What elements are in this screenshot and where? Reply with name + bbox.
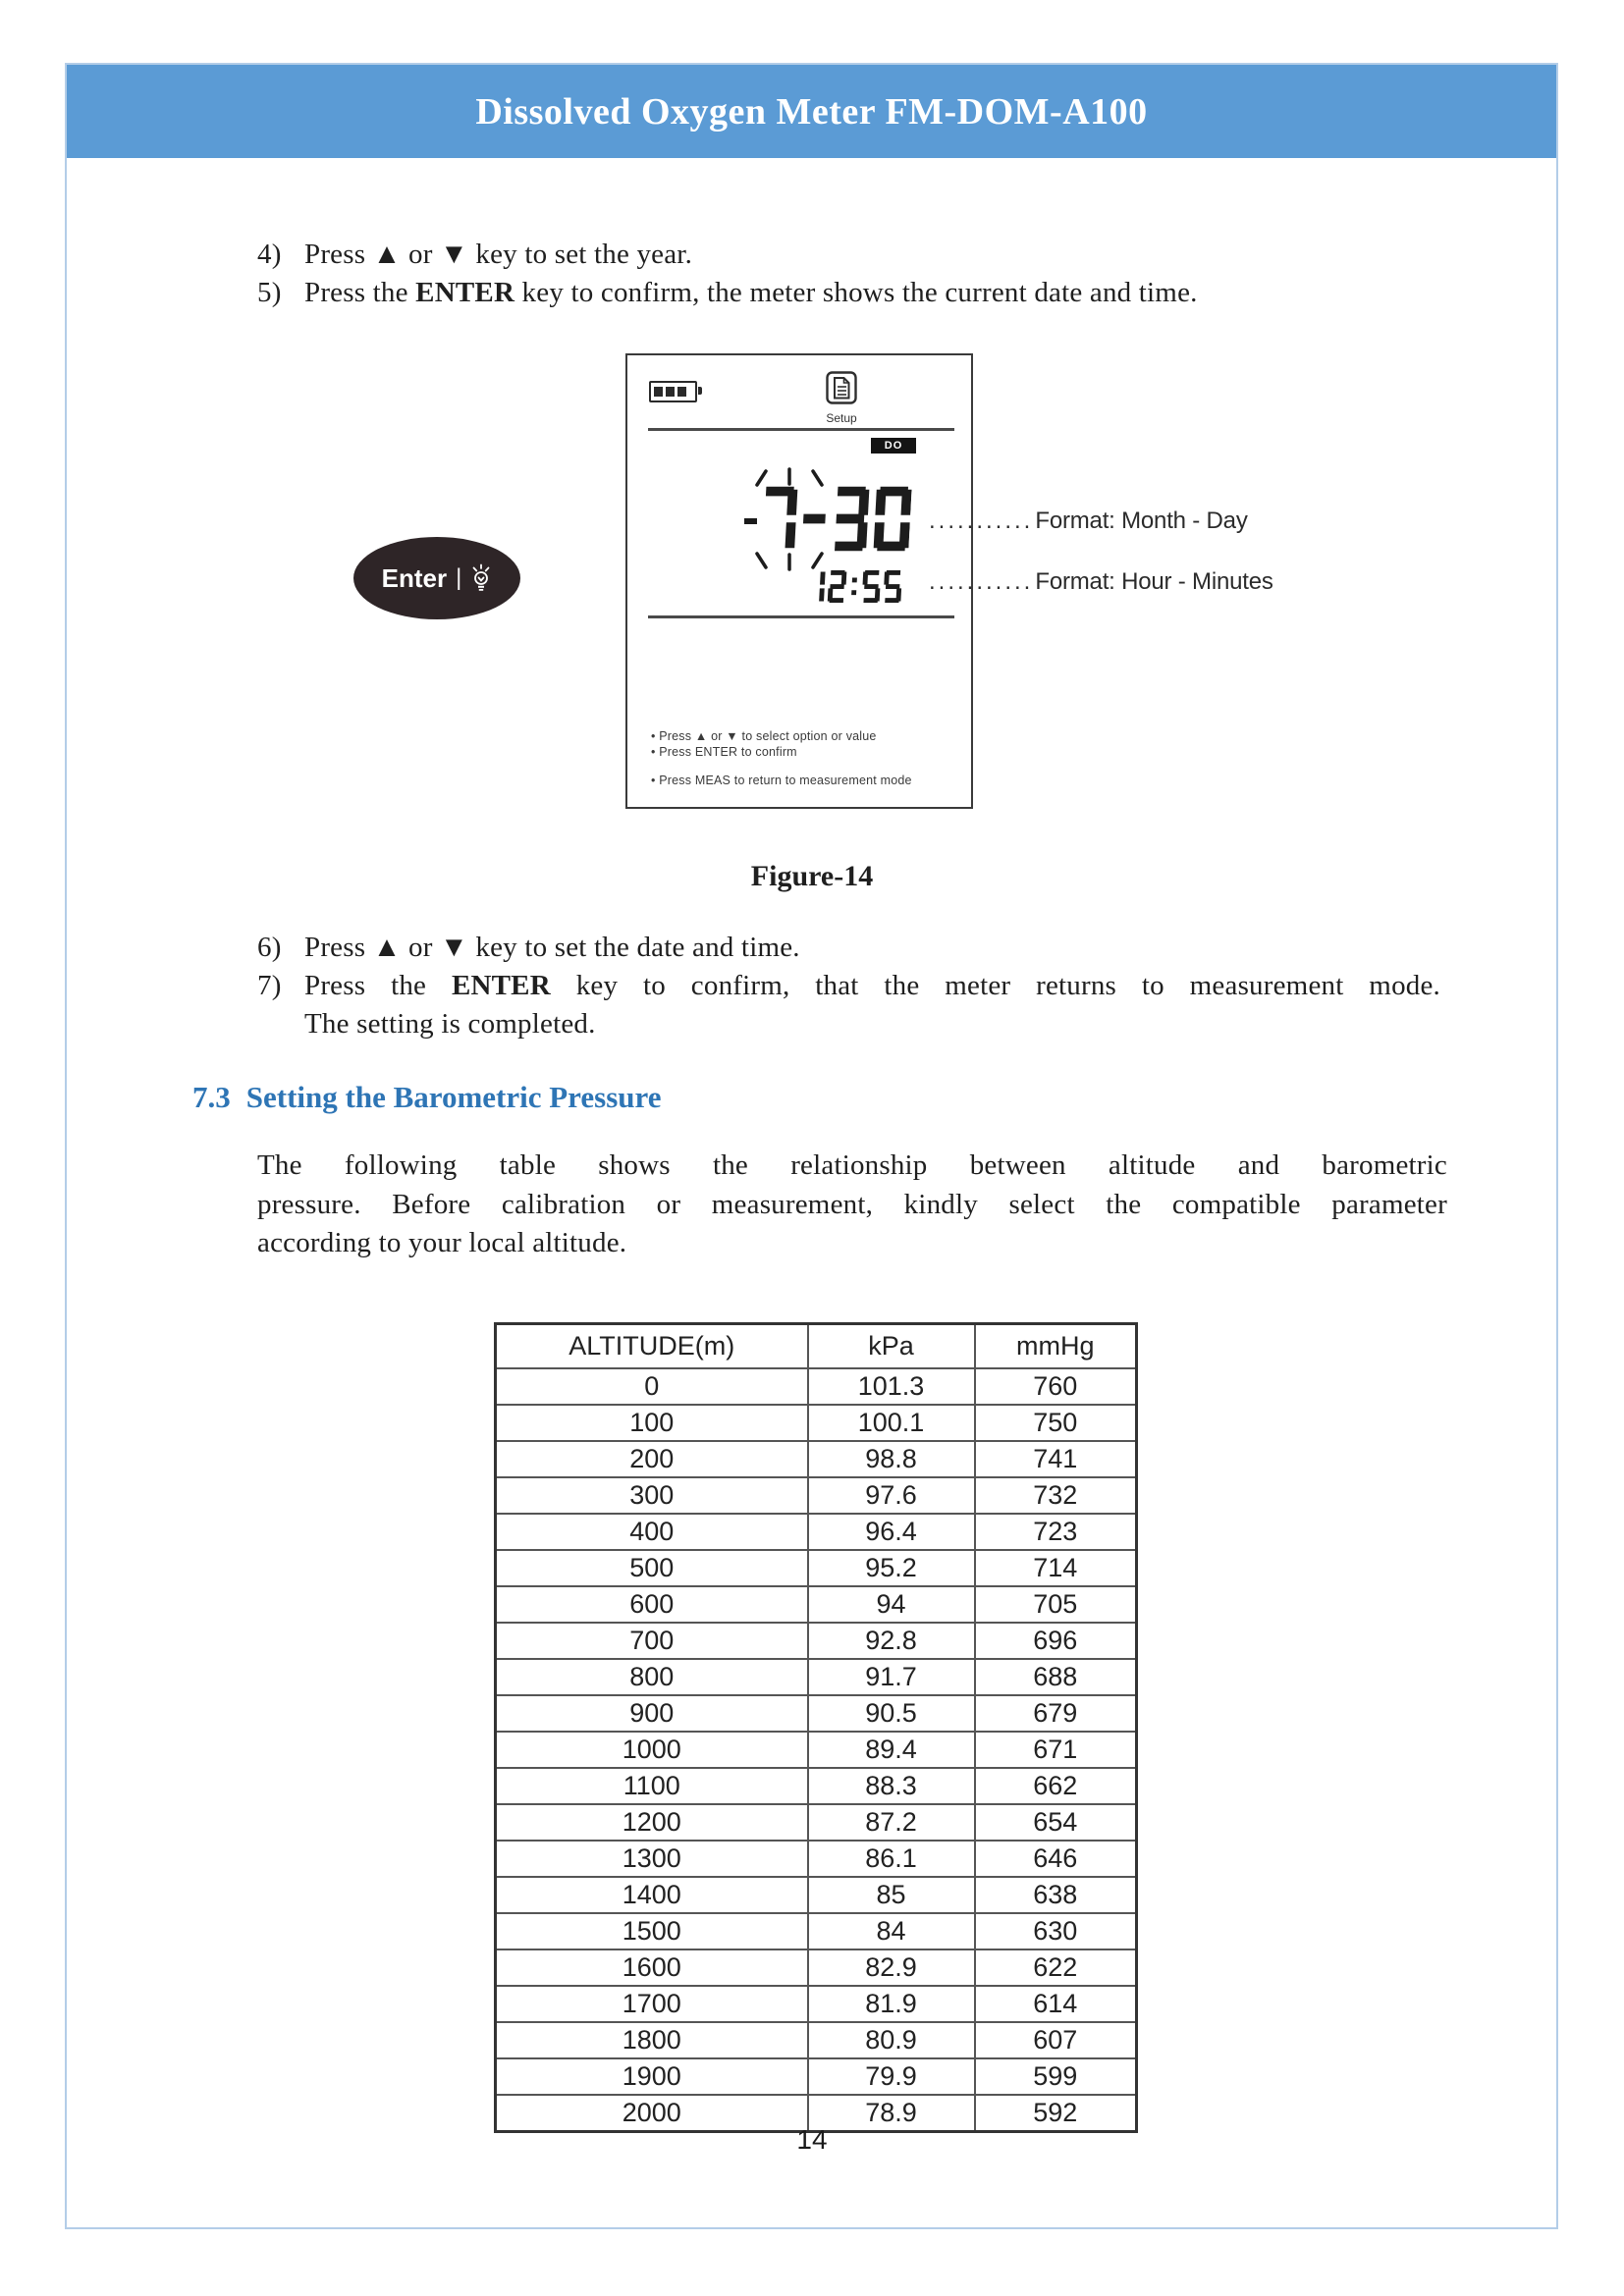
section-number: 7.3: [192, 1080, 231, 1114]
text-line: The setting is completed.: [304, 1008, 596, 1040]
table-cell: 599: [975, 2058, 1137, 2095]
table-cell: 88.3: [808, 1768, 975, 1804]
table-cell: 85: [808, 1877, 975, 1913]
table-cell: 78.9: [808, 2095, 975, 2132]
paragraph-line: according to your local altitude.: [257, 1227, 627, 1258]
table-row: [496, 1623, 1137, 1659]
table-cell: 400: [496, 1514, 808, 1550]
table-cell: 2000: [496, 2095, 808, 2132]
table-cell: 100.1: [808, 1405, 975, 1441]
table-cell: 696: [975, 1623, 1137, 1659]
table-cell: 95.2: [808, 1550, 975, 1586]
altitude-pressure-table: [494, 1322, 1138, 2133]
table-cell: 91.7: [808, 1659, 975, 1695]
battery-cell: [666, 387, 675, 397]
table-row: [496, 2058, 1137, 2095]
list-item-number: 4): [257, 239, 282, 270]
list-item: [257, 236, 1440, 274]
list-item-text: [304, 274, 1440, 312]
time-format-annotation: [929, 568, 1273, 596]
battery-cell: [654, 387, 663, 397]
column-header-altitude: ALTITUDE(m): [496, 1324, 808, 1369]
column-header-mmhg: mmHg: [975, 1324, 1137, 1369]
column-header-kpa: kPa: [808, 1324, 975, 1369]
table-cell: 700: [496, 1623, 808, 1659]
separator-bar: |: [456, 564, 462, 591]
table-cell: 1500: [496, 1913, 808, 1949]
table-cell: 200: [496, 1441, 808, 1477]
table-cell: 688: [975, 1659, 1137, 1695]
section-heading: [192, 1080, 661, 1115]
table-row: [496, 2022, 1137, 2058]
lcd-divider-line: [648, 615, 954, 618]
table-row: [496, 1441, 1137, 1477]
table-cell: 1800: [496, 2022, 808, 2058]
bold-keyword: ENTER: [415, 277, 515, 308]
table-row: [496, 1477, 1137, 1514]
setup-document-icon: [826, 371, 857, 405]
table-cell: 94: [808, 1586, 975, 1623]
table-cell: 81.9: [808, 1986, 975, 2022]
list-item-number: 5): [257, 277, 282, 308]
table-cell: 92.8: [808, 1623, 975, 1659]
list-item: [257, 929, 1440, 967]
figure-caption: Figure-14: [750, 860, 874, 892]
table-cell: 87.2: [808, 1804, 975, 1841]
table-row: [496, 1841, 1137, 1877]
blink-marks-upper: [753, 467, 826, 487]
battery-icon: [649, 381, 697, 402]
hint-line: • Press ▲ or ▼ to select option or value: [651, 729, 877, 743]
table-cell: 638: [975, 1877, 1137, 1913]
table-cell: 1100: [496, 1768, 808, 1804]
table-cell: 592: [975, 2095, 1137, 2132]
table-cell: 1700: [496, 1986, 808, 2022]
table-cell: 97.6: [808, 1477, 975, 1514]
enter-key-label: Enter: [381, 562, 448, 593]
page-header-banner: [67, 65, 1556, 158]
table-cell: 96.4: [808, 1514, 975, 1550]
battery-cell: [677, 387, 686, 397]
table-row: [496, 1586, 1137, 1623]
lcd-display-illustration: [625, 353, 973, 809]
table-cell: 79.9: [808, 2058, 975, 2095]
table-cell: 1400: [496, 1877, 808, 1913]
table-cell: 89.4: [808, 1732, 975, 1768]
table-cell: 86.1: [808, 1841, 975, 1877]
table-cell: 607: [975, 2022, 1137, 2058]
lcd-hint-lines: [651, 728, 912, 788]
text-segment: key to confirm, the meter shows the current date and time.: [514, 277, 1198, 308]
table-cell: 98.8: [808, 1441, 975, 1477]
table-cell: 662: [975, 1768, 1137, 1804]
table-row: [496, 1514, 1137, 1550]
setup-label: Setup: [826, 411, 857, 425]
table-body: [496, 1368, 1137, 2132]
battery-nub: [698, 387, 702, 395]
table-row: [496, 1986, 1137, 2022]
section-paragraph: [257, 1147, 1447, 1263]
table-cell: 80.9: [808, 2022, 975, 2058]
table-cell: 732: [975, 1477, 1137, 1514]
table-cell: 750: [975, 1405, 1137, 1441]
paragraph-line: pressure. Before calibration or measurement, kindly select the compatible parameter: [257, 1188, 1447, 1220]
annotation-label: Format: Hour - Minutes: [1035, 568, 1273, 595]
list-item: [257, 274, 1440, 312]
table-cell: 714: [975, 1550, 1137, 1586]
table-header-row: [496, 1324, 1137, 1369]
table-cell: 0: [496, 1368, 808, 1405]
table-cell: 679: [975, 1695, 1137, 1732]
table-cell: 622: [975, 1949, 1137, 1986]
table-cell: 671: [975, 1732, 1137, 1768]
table-cell: 760: [975, 1368, 1137, 1405]
table-cell: 654: [975, 1804, 1137, 1841]
table-cell: 1300: [496, 1841, 808, 1877]
table-cell: 84: [808, 1913, 975, 1949]
lcd-divider-line: [648, 428, 954, 431]
backlight-bulb-icon: [470, 563, 492, 593]
steps-list-bottom: [257, 929, 1440, 1043]
setup-indicator: [818, 371, 865, 425]
hint-line: • Press ENTER to confirm: [651, 745, 797, 759]
table-row: [496, 1405, 1137, 1441]
date-format-annotation: [929, 507, 1248, 535]
table-cell: 90.5: [808, 1695, 975, 1732]
table-cell: 723: [975, 1514, 1137, 1550]
lcd-date-digits: [759, 486, 912, 552]
steps-list-top: [257, 236, 1440, 312]
list-item-text: Press ▲ or ▼ key to set the date and time.: [304, 932, 800, 963]
list-item-text: Press ▲ or ▼ key to set the year.: [304, 239, 693, 270]
text-segment: Press the: [304, 970, 452, 1001]
dotted-leader: ...........: [929, 568, 1034, 595]
page-title: Dissolved Oxygen Meter FM-DOM-A100: [475, 90, 1148, 133]
table-row: [496, 1695, 1137, 1732]
table-row: [496, 1659, 1137, 1695]
paragraph-line: The following table shows the relationship between altitude and barometric: [257, 1149, 1447, 1181]
justified-line: [304, 967, 1440, 1005]
list-item-number: 6): [257, 932, 282, 963]
blink-marks-lower: [753, 552, 826, 571]
table-cell: 1200: [496, 1804, 808, 1841]
table-cell: 630: [975, 1913, 1137, 1949]
list-item-text: [304, 967, 1440, 1043]
table-cell: 500: [496, 1550, 808, 1586]
table-cell: 741: [975, 1441, 1137, 1477]
dotted-leader: ...........: [929, 507, 1034, 534]
table-row: [496, 1949, 1137, 1986]
table-cell: 705: [975, 1586, 1137, 1623]
text-segment: Press the: [304, 277, 416, 308]
enter-key-illustration: [353, 537, 520, 619]
section-title: Setting the Barometric Pressure: [245, 1080, 662, 1114]
table-cell: 1000: [496, 1732, 808, 1768]
table-cell: 1600: [496, 1949, 808, 1986]
table-row: [496, 1368, 1137, 1405]
list-item: [257, 967, 1440, 1043]
lcd-time-digits: [804, 570, 904, 603]
table-cell: 100: [496, 1405, 808, 1441]
table-cell: 800: [496, 1659, 808, 1695]
hint-line: • Press MEAS to return to measurement mode: [651, 774, 912, 787]
table-row: [496, 1732, 1137, 1768]
list-item-number: 7): [257, 970, 282, 1001]
table-cell: 600: [496, 1586, 808, 1623]
table-cell: 900: [496, 1695, 808, 1732]
table-cell: 614: [975, 1986, 1137, 2022]
table-cell: 101.3: [808, 1368, 975, 1405]
table-cell: 1900: [496, 2058, 808, 2095]
table-row: [496, 1877, 1137, 1913]
table-row: [496, 1804, 1137, 1841]
page-number: 14: [796, 2124, 828, 2155]
blink-dash-segment: [744, 518, 757, 524]
table-cell: 646: [975, 1841, 1137, 1877]
bold-keyword: ENTER: [451, 970, 551, 1001]
table-cell: 300: [496, 1477, 808, 1514]
do-mode-badge: DO: [871, 438, 916, 454]
table-row: [496, 1913, 1137, 1949]
text-segment: key to confirm, that the meter returns to measurement mode.: [550, 970, 1440, 1001]
table-row: [496, 1550, 1137, 1586]
table-row: [496, 1768, 1137, 1804]
annotation-label: Format: Month - Day: [1035, 507, 1248, 534]
table-cell: 82.9: [808, 1949, 975, 1986]
